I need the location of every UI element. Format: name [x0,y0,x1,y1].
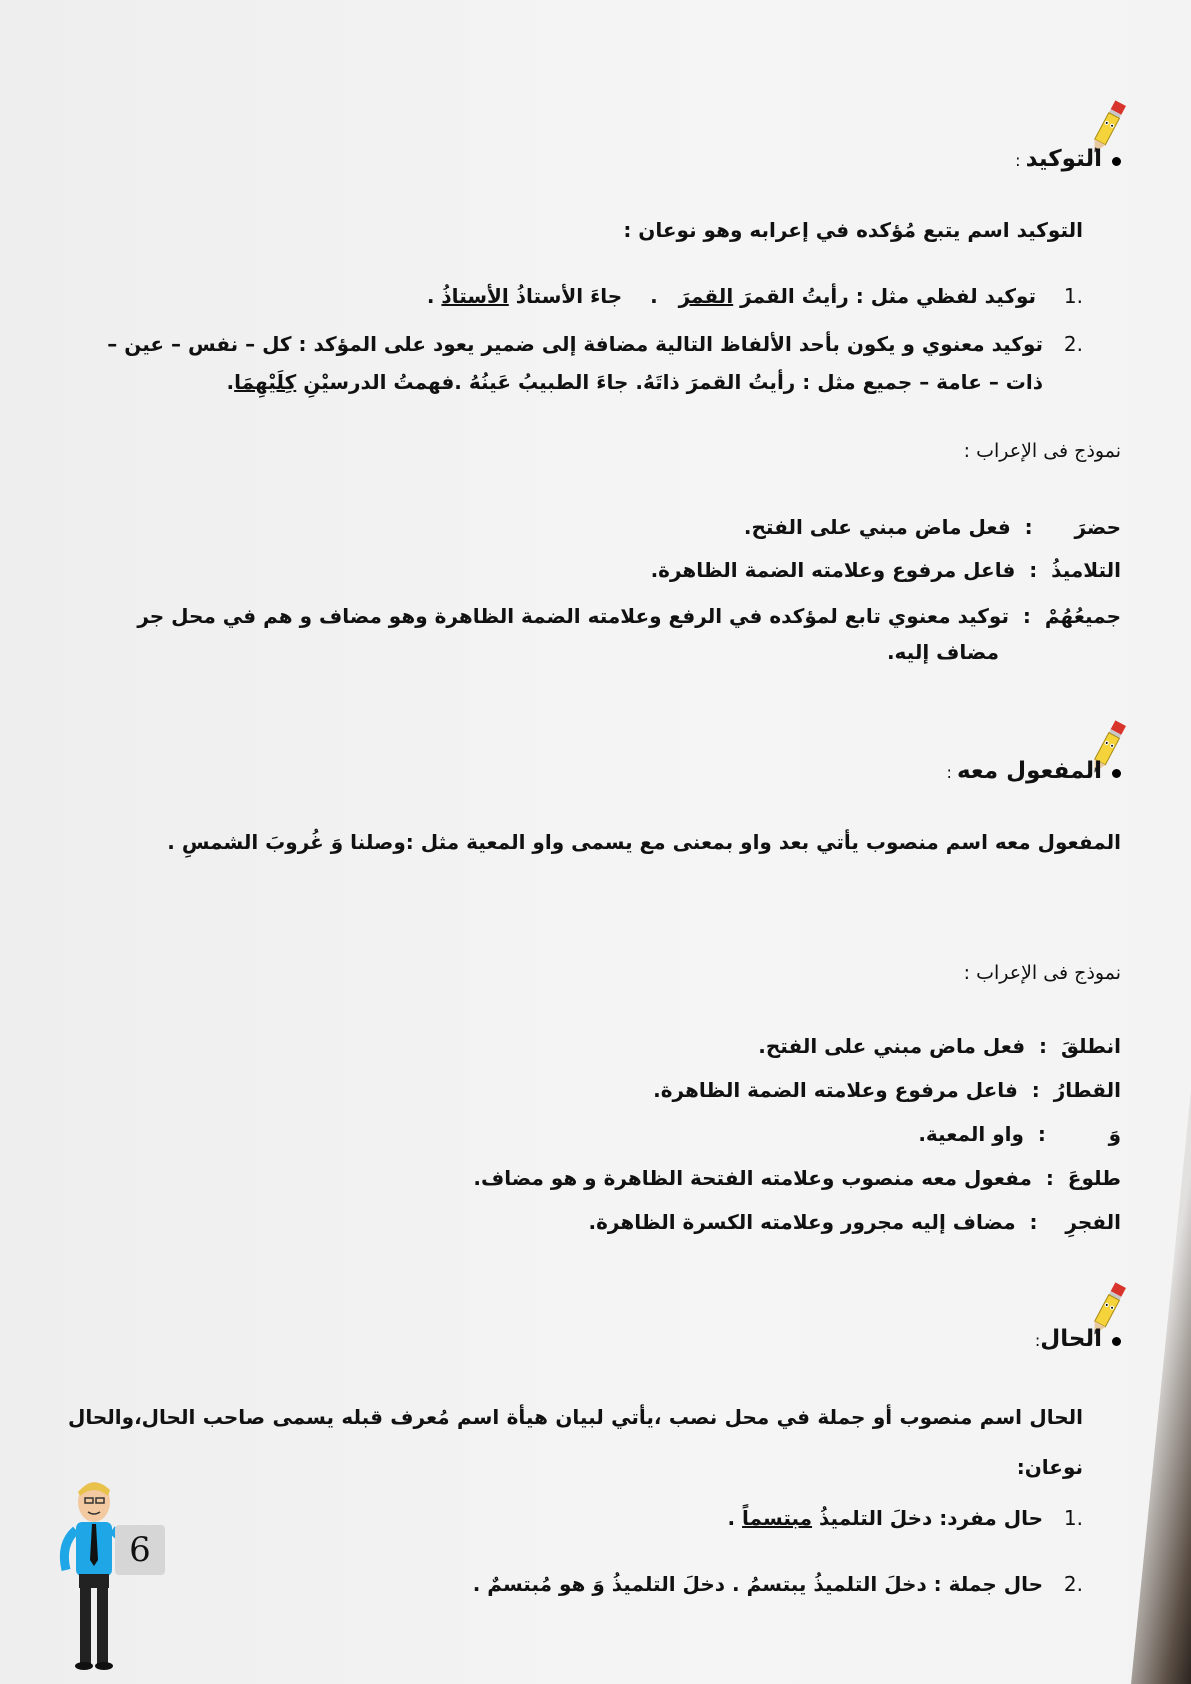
irab-word: وَ [1108,1122,1121,1146]
section-heading-hal [60,1326,1121,1352]
irab-row [60,1210,1121,1234]
section-title: الحال [1040,1326,1102,1352]
page-number: 6 [115,1525,165,1575]
underlined-example: كِلَيْهِمَا [234,370,297,394]
heading-colon: : [1034,1331,1041,1350]
irab-word: حضرَ [1074,515,1121,539]
underlined-example: الأستاذُ [441,284,509,308]
tawkid-item-1: .1 توكيد لفظي مثل : رأيتُ القمرَ القمرَ . جاءَ الأستاذُ الأستاذُ . [426,284,1083,308]
item-text: توكيد معنوي و يكون بأحد الألفاظ التالية مضافة إلى ضمير يعود على المؤكد : كل – نفس – عين – [107,332,1043,356]
heading-colon: : [1015,151,1021,170]
bullet [1112,1337,1121,1346]
irab-sep: : [1023,1122,1109,1146]
item-label: توكيد لفظي مثل : [848,284,1037,308]
irab-row [60,558,1121,582]
section-title: التوكيد [1025,146,1102,172]
item-text: حال مفرد: دخلَ التلميذُ [812,1506,1043,1530]
tawkid-definition: التوكيد اسم يتبع مُؤكده في إعرابه وهو نوعان : [623,218,1083,242]
list-number: .2 [1063,332,1083,356]
irab-row [60,1166,1121,1190]
irab-word: طلوعَ [1067,1166,1121,1190]
tawkid-item-2 [68,332,1083,394]
irab-row [60,1078,1121,1102]
irab-desc: توكيد معنوي تابع لمؤكده في الرفع وعلامته الضمة الظاهرة وهو مضاف و هم في محل جر [137,604,1009,628]
irab-sep: : [1031,1166,1068,1190]
irab-sep: : [1008,604,1045,628]
irab-desc-continued: مضاف إليه. [886,640,999,664]
irab-desc: فاعل مرفوع وعلامته الضمة الظاهرة. [650,558,1016,582]
irab-sep: : [1010,515,1075,539]
irab-row [60,1034,1121,1058]
irab-desc: مضاف إليه مجرور وعلامته الكسرة الظاهرة. [588,1210,1016,1234]
irab-word: انطلقَ [1060,1034,1121,1058]
irab-desc: فاعل مرفوع وعلامته الضمة الظاهرة. [653,1078,1018,1102]
item-text: ذات – عامة – جميع مثل : رأيتُ القمرَ ذاتَهُ. جاءَ الطبيبُ عَينُهُ .فهمتُ الدرسيْنِ [296,370,1043,394]
irab-word: التلاميذُ [1051,558,1121,582]
item-text: حال جملة : دخلَ التلميذُ يبتسمُ . دخلَ التلميذُ وَ هو مُبتسمٌ . [472,1572,1043,1596]
irab-desc: فعل ماض مبني على الفتح. [758,1034,1026,1058]
list-number: .1 [1063,284,1083,308]
item-end: . [426,284,442,308]
irab-sep: : [1025,1034,1061,1058]
model-title: نموذج فى الإعراب : [963,962,1121,984]
underlined-example: القمرَ [678,284,734,308]
irab-sep: : [1015,558,1052,582]
model-title: نموذج فى الإعراب : [963,440,1121,462]
mafoul-definition: المفعول معه اسم منصوب يأتي بعد واو بمعنى مع يسمى واو المعية مثل :وصلنا وَ غُروبَ الشمسِ . [167,830,1121,854]
list-number: .2 [1063,1572,1083,1596]
irab-desc: مفعول معه منصوب وعلامته الفتحة الظاهرة و هو مضاف. [473,1166,1032,1190]
section-heading-tawkid [60,146,1121,172]
bullet [1112,769,1121,778]
irab-sep: : [1015,1210,1066,1234]
irab-word: الفجرِ [1065,1210,1121,1234]
heading-colon: : [946,763,952,782]
item-end: . [226,370,235,394]
irab-sep: : [1017,1078,1054,1102]
hal-definition: الحال اسم منصوب أو جملة في محل نصب ،يأتي لبيان هيأة اسم مُعرف قبله يسمى صاحب الحال،والحال نوعان: [68,1405,1083,1479]
bullet [1112,157,1121,166]
irab-word: القطارُ [1053,1078,1121,1102]
irab-desc: فعل ماض مبني على الفتح. [743,515,1011,539]
list-number: .1 [1063,1506,1083,1530]
example-text: رأيتُ القمرَ [740,284,849,308]
item-end: . [727,1506,743,1530]
hal-item-2 [60,1572,1083,1596]
irab-row [60,1122,1121,1146]
section-title: المفعول معه [956,758,1102,784]
page-curl [1131,1090,1191,1684]
example-text: جاءَ الأستاذُ [515,284,623,308]
section-heading-mafoul [60,758,1121,784]
irab-row [86,604,1121,664]
irab-word: جميعُهُمْ [1044,604,1121,628]
irab-desc: واو المعية. [918,1122,1024,1146]
hal-item-1 [60,1506,1083,1530]
irab-row [60,515,1121,539]
underlined-example: مبتسماً [742,1506,813,1530]
